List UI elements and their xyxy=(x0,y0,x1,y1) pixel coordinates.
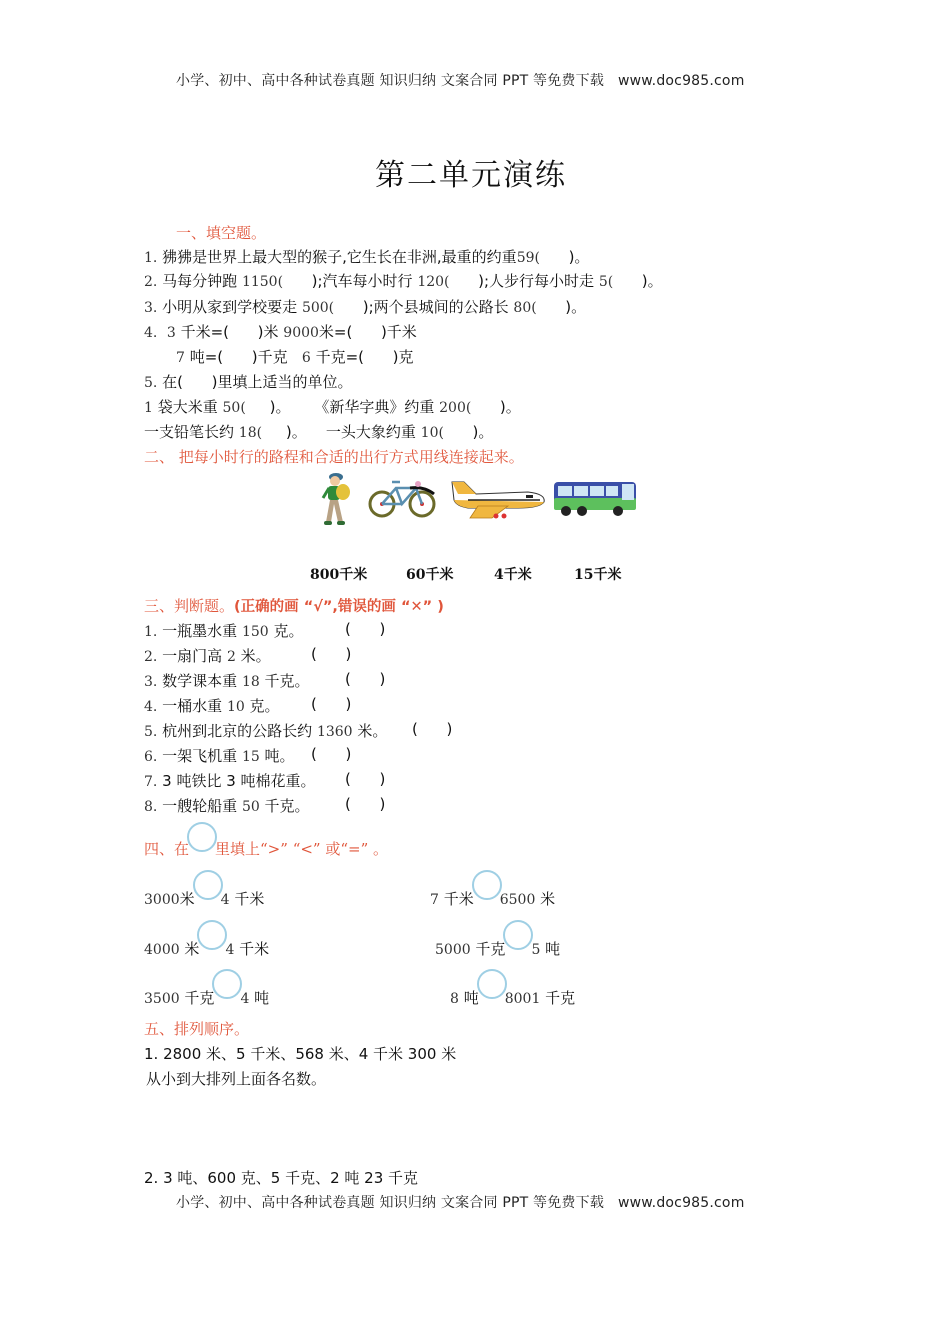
distance-4km[interactable]: 4千米 xyxy=(494,567,532,583)
compare-circle[interactable] xyxy=(503,920,533,950)
compare-right-3: 8 吨 8001 千克 xyxy=(450,977,575,1008)
page-footer xyxy=(176,1192,745,1212)
judge-blank-5[interactable]: ( ) xyxy=(412,720,453,738)
compare-circle[interactable] xyxy=(193,870,223,900)
compare-right-1: 7 千米 6500 米 xyxy=(430,878,555,909)
fill-item-2: 2. 马每分钟跑 1150( );汽车每小时行 120( );人步行每小时走 5( )。 xyxy=(144,272,663,290)
blank[interactable]: );汽车每小时行 xyxy=(283,272,413,290)
compare-circle[interactable] xyxy=(477,969,507,999)
blank[interactable]: )。 xyxy=(613,272,663,290)
blank[interactable]: );两个县城间的公路长 xyxy=(334,298,509,316)
blank[interactable]: )。 xyxy=(539,248,590,266)
fill-item-1: 1. 狒狒是世界上最大型的猴子,它生长在非洲,最重的约重59( )。 xyxy=(144,248,590,266)
judge-item-3: 3. 数学课本重 18 千克。 xyxy=(144,672,310,690)
section5-heading: 五、排列顺序。 xyxy=(144,1020,250,1038)
bus-icon xyxy=(552,478,638,518)
judge-item-6: 6. 一架飞机重 15 吨。 xyxy=(144,747,295,765)
judge-blank-7[interactable]: ( ) xyxy=(345,770,386,788)
judge-blank-6[interactable]: ( ) xyxy=(311,745,352,763)
judge-blank-1[interactable]: ( ) xyxy=(345,620,386,638)
compare-left-2: 4000 米 4 千米 xyxy=(144,928,269,959)
footer-url[interactable]: www.doc985.com xyxy=(618,1195,745,1211)
fill-item-5: 5. 在( )里填上适当的单位。 xyxy=(144,373,353,391)
distance-60km[interactable]: 60千米 xyxy=(406,567,454,583)
section4-heading: 四、在 里填上“>” “<” 或“=” 。 xyxy=(144,828,388,859)
fill-item-5-line1: 1 袋大米重 50( )。 《新华字典》约重 200( )。 xyxy=(144,398,521,416)
distance-800km[interactable]: 800千米 xyxy=(310,567,368,583)
fill-item-5-line2: 一支铅笔长约 18( )。 一头大象约重 10( )。 xyxy=(144,423,494,441)
compare-left-1: 3000米 4 千米 xyxy=(144,878,264,909)
order-question-2: 2. 3 吨、600 克、5 千克、2 吨 23 千克 xyxy=(144,1169,419,1187)
judge-blank-3[interactable]: ( ) xyxy=(345,670,386,688)
bicycle-icon xyxy=(366,474,438,520)
distance-15km[interactable]: 15千米 xyxy=(574,567,622,583)
page-title: 第二单元演练 xyxy=(375,158,567,193)
compare-circle[interactable] xyxy=(197,920,227,950)
header-url[interactable]: www.doc985.com xyxy=(618,73,745,89)
section3-heading: 三、判断题。(正确的画 “√”,错误的画 “✕” ) xyxy=(144,597,444,615)
judge-item-8: 8. 一艘轮船重 50 千克。 xyxy=(144,797,310,815)
walking-person-icon xyxy=(316,470,356,528)
order-instruction-1: 从小到大排列上面各名数。 xyxy=(146,1070,327,1088)
fill-item-4: 4. 3 千米=( )米 9000米=( )千米 xyxy=(144,323,417,341)
header-text: 小学、初中、高中各种试卷真题 知识归纳 文案合同 PPT 等免费下载 xyxy=(176,73,605,89)
judge-item-2: 2. 一扇门高 2 米。 xyxy=(144,647,271,665)
order-question-1: 1. 2800 米、5 千米、568 米、4 千米 300 米 xyxy=(144,1045,457,1063)
compare-right-2: 5000 千克 5 吨 xyxy=(435,928,560,959)
blank[interactable]: );人步行每小时走 xyxy=(449,272,595,290)
judge-item-1: 1. 一瓶墨水重 150 克。 xyxy=(144,622,304,640)
fill-item-3: 3. 小明从家到学校要走 500( );两个县城间的公路长 80( )。 xyxy=(144,298,587,316)
judge-item-4: 4. 一桶水重 10 克。 xyxy=(144,697,280,715)
compare-left-3: 3500 千克 4 吨 xyxy=(144,977,269,1008)
blank[interactable]: )。 xyxy=(536,298,587,316)
fill-item-4-sub: 7 吨=( )千克 6 千克=( )克 xyxy=(176,348,414,366)
compare-circle[interactable] xyxy=(212,969,242,999)
compare-circle[interactable] xyxy=(472,870,502,900)
circle-icon xyxy=(187,822,217,852)
judge-blank-2[interactable]: ( ) xyxy=(311,645,352,663)
page-header xyxy=(176,70,745,90)
judge-item-7: 7. 3 吨铁比 3 吨棉花重。 xyxy=(144,772,316,790)
judge-blank-8[interactable]: ( ) xyxy=(345,795,386,813)
judge-blank-4[interactable]: ( ) xyxy=(311,695,352,713)
footer-text: 小学、初中、高中各种试卷真题 知识归纳 文案合同 PPT 等免费下载 xyxy=(176,1195,605,1211)
section2-heading: 二、 把每小时行的路程和合适的出行方式用线连接起来。 xyxy=(144,448,524,466)
judge-item-5: 5. 杭州到北京的公路长约 1360 米。 xyxy=(144,722,388,740)
airplane-icon xyxy=(448,478,548,522)
section1-heading: 一、填空题。 xyxy=(176,224,267,242)
